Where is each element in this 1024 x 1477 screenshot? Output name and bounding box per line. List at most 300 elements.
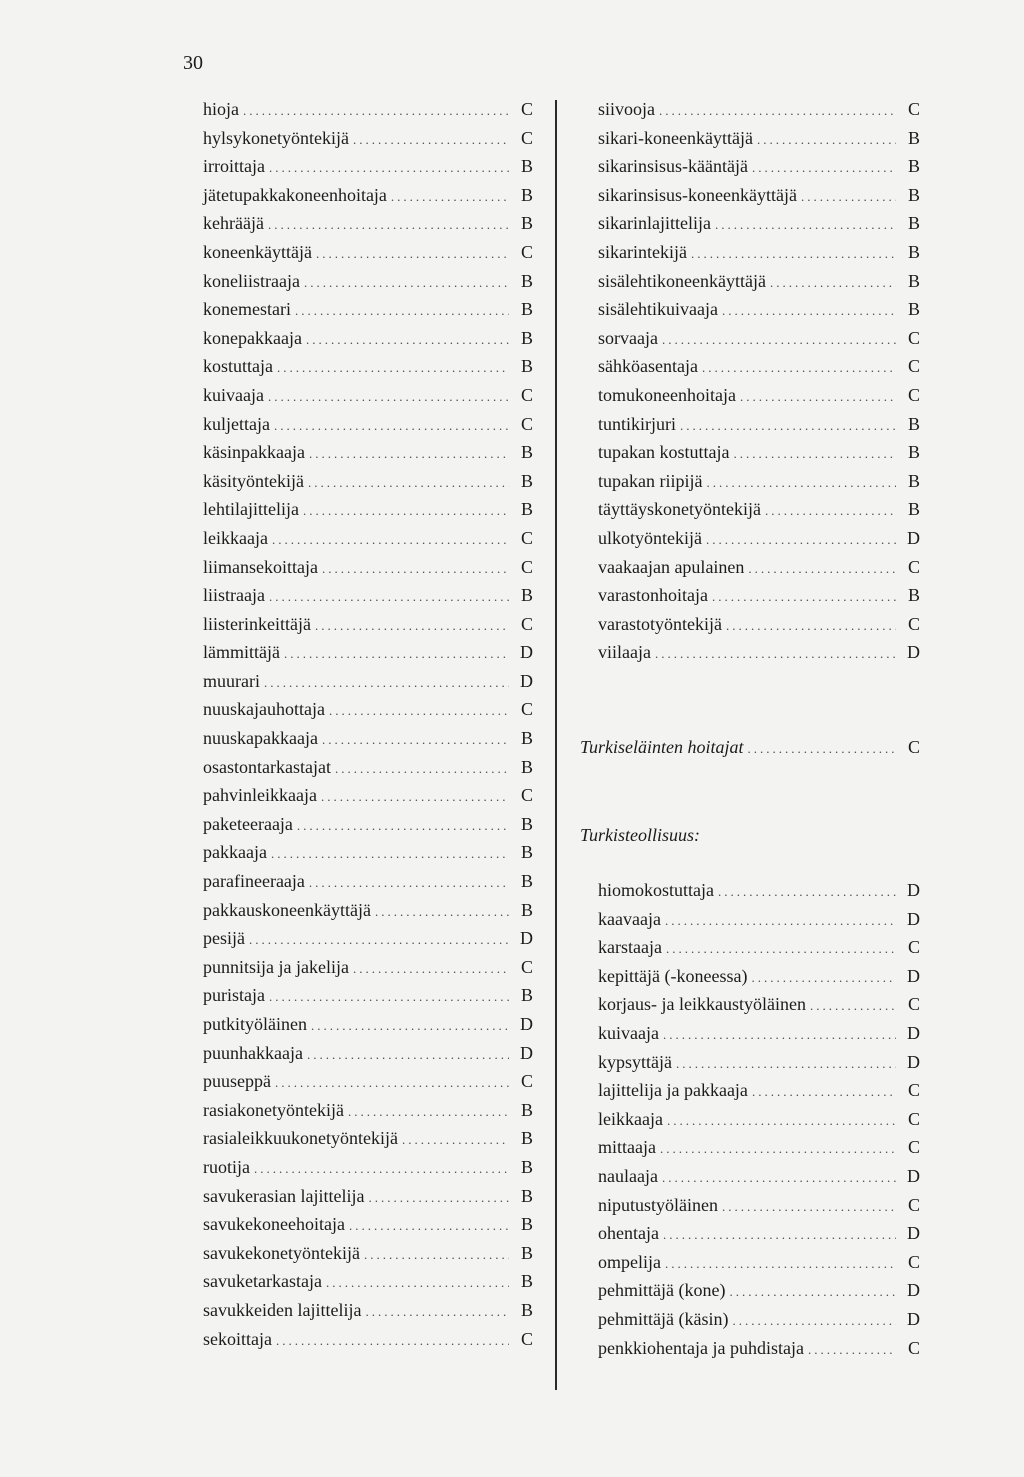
entry-code: B	[520, 756, 533, 777]
entry-code: D	[907, 1223, 920, 1244]
entry-name: kostuttaja	[203, 356, 273, 377]
entry-name: kuivaaja	[598, 1023, 659, 1044]
entry-code: C	[907, 1194, 920, 1215]
leader-dots	[702, 354, 896, 383]
list-item	[580, 1276, 920, 1305]
entry-name: täyttäyskonetyöntekijä	[598, 499, 761, 520]
list-item	[203, 867, 533, 896]
entry-name: ohentaja	[598, 1223, 659, 1244]
entry-code: D	[907, 1308, 920, 1329]
list-item	[203, 667, 533, 696]
entry-name: sikari-koneenkäyttäjä	[598, 127, 753, 148]
right-column-top-list	[580, 95, 920, 667]
entry-name: savuketarkastaja	[203, 1271, 322, 1292]
list-item	[580, 324, 920, 353]
entry-name: sikarinsisus-kääntäjä	[598, 156, 748, 177]
entry-code: C	[907, 1108, 920, 1129]
entry-code: B	[907, 442, 920, 463]
leader-dots	[268, 383, 509, 412]
leader-dots	[269, 983, 509, 1012]
leader-dots	[269, 583, 509, 612]
leader-dots	[309, 869, 509, 898]
list-item	[203, 981, 533, 1010]
list-item	[580, 1076, 920, 1105]
entry-name: hylsykonetyöntekijä	[203, 127, 349, 148]
entry-code: D	[520, 1042, 533, 1063]
list-item	[580, 410, 920, 439]
leader-dots	[303, 497, 509, 526]
entry-code: B	[520, 356, 533, 377]
list-item	[203, 352, 533, 381]
entry-code: B	[907, 270, 920, 291]
leader-dots	[353, 955, 509, 984]
list-item	[580, 1191, 920, 1220]
entry-code: B	[520, 1128, 533, 1149]
entry-name: varastonhoitaja	[598, 585, 708, 606]
leader-dots	[660, 1135, 896, 1164]
entry-name: konemestari	[203, 299, 291, 320]
entry-name: viilaaja	[598, 642, 651, 663]
left-column	[203, 95, 533, 1353]
entry-name: konepakkaaja	[203, 327, 302, 348]
list-item	[580, 267, 920, 296]
entry-code: D	[907, 527, 920, 548]
entry-name: liisterinkeittäjä	[203, 613, 311, 634]
leader-dots	[271, 840, 509, 869]
entry-code: C	[520, 413, 533, 434]
list-item	[580, 905, 920, 934]
entry-code: C	[520, 99, 533, 119]
entry-code: D	[907, 1051, 920, 1072]
entry-code: C	[907, 384, 920, 405]
leader-dots	[718, 878, 896, 907]
leader-dots	[304, 269, 509, 298]
entry-code: B	[520, 299, 533, 320]
entry-code: C	[907, 1251, 920, 1272]
entry-name: savukekonetyöntekijä	[203, 1242, 360, 1263]
leader-dots	[748, 555, 896, 584]
entry-name: kepittäjä (-koneessa)	[598, 965, 748, 986]
entry-name: sähköasentaja	[598, 356, 698, 377]
entry-code: B	[907, 585, 920, 606]
leader-dots	[275, 1069, 509, 1098]
leader-dots	[732, 1307, 896, 1336]
entry-code: C	[907, 356, 920, 377]
leader-dots	[712, 583, 896, 612]
entry-name: leikkaaja	[203, 527, 268, 548]
leader-dots	[663, 1221, 896, 1250]
entry-name: puunhakkaaja	[203, 1042, 303, 1063]
list-item	[203, 1067, 533, 1096]
entry-name: hiomokostuttaja	[598, 880, 714, 901]
leader-dots	[295, 297, 509, 326]
leader-dots	[402, 1126, 509, 1155]
leader-dots	[243, 97, 509, 126]
leader-dots	[322, 726, 509, 755]
entry-name: penkkiohentaja ja puhdistaja	[598, 1337, 804, 1358]
entry-code: C	[907, 736, 920, 757]
entry-code: B	[520, 1099, 533, 1120]
entry-name: nuuskajauhottaja	[203, 699, 325, 720]
entry-code: D	[907, 965, 920, 986]
right-column	[580, 95, 920, 1362]
entry-code: C	[520, 384, 533, 405]
leader-dots	[662, 326, 896, 355]
entry-code: B	[520, 842, 533, 863]
list-item	[203, 467, 533, 496]
list-item	[580, 467, 920, 496]
list-item	[580, 610, 920, 639]
list-item	[580, 1334, 920, 1363]
leader-dots	[751, 964, 896, 993]
list-item	[203, 610, 533, 639]
leader-dots	[254, 1155, 509, 1184]
leader-dots	[306, 326, 509, 355]
leader-dots	[665, 907, 896, 936]
leader-dots	[335, 755, 509, 784]
list-item	[203, 381, 533, 410]
list-item	[580, 1162, 920, 1191]
leader-dots	[309, 440, 509, 469]
leader-dots	[663, 1021, 896, 1050]
list-item	[580, 1305, 920, 1334]
leader-dots	[349, 1212, 509, 1241]
list-item	[203, 410, 533, 439]
entry-code: B	[520, 813, 533, 834]
list-item	[203, 1296, 533, 1325]
entry-code: B	[907, 413, 920, 434]
list-item	[203, 181, 533, 210]
entry-code: C	[907, 327, 920, 348]
leader-dots	[752, 1078, 896, 1107]
entry-code: B	[520, 1299, 533, 1320]
entry-name: koneenkäyttäjä	[203, 241, 312, 262]
list-item	[580, 181, 920, 210]
list-item	[203, 1153, 533, 1182]
leader-dots	[276, 1327, 509, 1356]
entry-code: B	[520, 1214, 533, 1235]
entry-name: käsinpakkaaja	[203, 442, 305, 463]
entry-code: C	[520, 1328, 533, 1349]
list-item	[203, 1210, 533, 1239]
entry-code: C	[907, 1137, 920, 1158]
leader-dots	[368, 1184, 509, 1213]
entry-name: pakkauskoneenkäyttäjä	[203, 899, 371, 920]
entry-code: B	[520, 327, 533, 348]
entry-code: B	[520, 442, 533, 463]
entry-code: C	[907, 556, 920, 577]
list-item	[203, 953, 533, 982]
leader-dots	[667, 1107, 896, 1136]
entry-name: rasiakonetyöntekijä	[203, 1099, 344, 1120]
leader-dots	[765, 497, 896, 526]
leader-dots	[752, 154, 896, 183]
leader-dots	[706, 526, 896, 555]
leader-dots	[249, 926, 509, 955]
entry-code: B	[907, 213, 920, 234]
list-item	[203, 295, 533, 324]
leader-dots	[375, 898, 509, 927]
entry-code: C	[907, 1337, 920, 1358]
leader-dots	[680, 412, 896, 441]
list-item	[580, 1133, 920, 1162]
leader-dots	[726, 612, 896, 641]
list-item	[203, 438, 533, 467]
entry-code: D	[520, 670, 533, 691]
leader-dots	[321, 783, 509, 812]
entry-code: C	[907, 937, 920, 958]
entry-code: B	[520, 270, 533, 291]
leader-dots	[740, 383, 896, 412]
entry-name: puristaja	[203, 985, 265, 1006]
leader-dots	[706, 469, 896, 498]
list-item	[203, 1010, 533, 1039]
entry-name: sorvaaja	[598, 327, 658, 348]
entry-name: sikarinlajittelija	[598, 213, 711, 234]
entry-name: putkityöläinen	[203, 1014, 307, 1034]
list-item	[580, 152, 920, 181]
leader-dots	[277, 354, 509, 383]
entry-name: pahvinleikkaaja	[203, 785, 317, 806]
entry-code: B	[907, 184, 920, 205]
entry-code: B	[520, 728, 533, 749]
entry-name: lämmittäjä	[203, 642, 280, 663]
entry-name: tupakan kostuttaja	[598, 442, 730, 463]
list-item	[203, 152, 533, 181]
list-item	[203, 1239, 533, 1268]
list-item	[580, 209, 920, 238]
list-item	[203, 95, 533, 124]
entry-code: C	[520, 956, 533, 977]
list-item	[203, 695, 533, 724]
entry-code: B	[520, 1156, 533, 1177]
leader-dots	[733, 440, 896, 469]
entry-name: mittaaja	[598, 1137, 656, 1158]
entry-name: liistraaja	[203, 585, 265, 606]
entry-name: kehrääjä	[203, 213, 264, 234]
leader-dots	[659, 97, 896, 126]
entry-code: B	[907, 156, 920, 177]
entry-name: paketeeraaja	[203, 813, 293, 834]
entry-code: D	[520, 928, 533, 949]
entry-name: käsityöntekijä	[203, 470, 304, 491]
list-item	[580, 876, 920, 905]
list-item	[203, 324, 533, 353]
entry-name: ompelija	[598, 1251, 661, 1272]
list-item	[580, 933, 920, 962]
entry-code: C	[520, 556, 533, 577]
column-divider	[555, 100, 557, 1390]
list-item	[580, 990, 920, 1019]
list-item	[203, 524, 533, 553]
entry-name: savukerasian lajittelija	[203, 1185, 365, 1206]
entry-name: pehmittäjä (kone)	[598, 1280, 726, 1301]
entry-name: muurari	[203, 670, 260, 691]
list-item	[580, 295, 920, 324]
entry-code: B	[520, 156, 533, 177]
list-item	[203, 781, 533, 810]
entry-name: sisälehtikoneenkäyttäjä	[598, 270, 766, 291]
list-item	[580, 553, 920, 582]
leader-dots	[268, 211, 509, 240]
entry-code: B	[907, 241, 920, 262]
list-item	[580, 352, 920, 381]
entry-code: B	[520, 585, 533, 606]
entry-name: parafineeraaja	[203, 871, 305, 892]
turkisteollisuus-list	[580, 876, 920, 1362]
list-item	[580, 95, 920, 124]
list-item	[203, 753, 533, 782]
list-item	[203, 495, 533, 524]
list-item	[580, 1048, 920, 1077]
list-item	[580, 1248, 920, 1277]
leader-dots	[274, 412, 509, 441]
entry-name: sikarinsisus-koneenkäyttäjä	[598, 184, 797, 205]
list-item	[580, 638, 920, 667]
list-item	[580, 962, 920, 991]
entry-name: lajittelija ja pakkaaja	[598, 1080, 748, 1101]
list-item	[203, 267, 533, 296]
list-item	[580, 438, 920, 467]
leader-dots	[264, 669, 509, 698]
entry-code: D	[520, 642, 533, 663]
leader-dots	[666, 935, 896, 964]
list-item	[580, 581, 920, 610]
list-item	[203, 924, 533, 953]
entry-name: tupakan riipijä	[598, 470, 703, 491]
entry-code: C	[907, 613, 920, 634]
leader-dots	[662, 1164, 896, 1193]
list-item	[203, 1182, 533, 1211]
entry-name: ruotija	[203, 1156, 250, 1177]
entry-code: B	[520, 871, 533, 892]
list-item	[203, 553, 533, 582]
list-item	[203, 238, 533, 267]
entry-name: hioja	[203, 99, 239, 119]
list-item	[203, 638, 533, 667]
leader-dots	[364, 1241, 509, 1270]
entry-name: tomukoneenhoitaja	[598, 384, 736, 405]
leader-dots	[391, 183, 509, 212]
entry-name: naulaaja	[598, 1166, 658, 1186]
leader-dots	[297, 812, 509, 841]
list-item	[203, 810, 533, 839]
list-item	[580, 238, 920, 267]
leader-dots	[810, 992, 896, 1021]
page-number: 30	[183, 52, 203, 74]
leader-dots	[365, 1298, 509, 1327]
entry-name: sikarintekijä	[598, 241, 687, 262]
entry-code: B	[520, 499, 533, 520]
entry-name: kaavaaja	[598, 908, 661, 929]
leader-dots	[311, 1012, 509, 1041]
entry-name: karstaaja	[598, 937, 662, 958]
leader-dots	[655, 640, 896, 669]
leader-dots	[691, 240, 896, 269]
list-item	[580, 1019, 920, 1048]
list-item	[203, 896, 533, 925]
entry-code: B	[907, 127, 920, 148]
entry-code: B	[520, 1185, 533, 1206]
entry-name: siivooja	[598, 99, 655, 119]
entry-name: savukkeiden lajittelija	[203, 1299, 362, 1320]
entry-name: irroittaja	[203, 156, 265, 177]
leader-dots	[322, 555, 509, 584]
entry-name: vaakaajan apulainen	[598, 556, 745, 577]
entry-code: D	[907, 642, 920, 663]
leader-dots	[801, 183, 896, 212]
entry-code: B	[520, 470, 533, 491]
leader-dots	[326, 1269, 509, 1298]
list-item	[203, 1267, 533, 1296]
entry-code: C	[907, 1080, 920, 1101]
entry-name: pehmittäjä (käsin)	[598, 1308, 729, 1329]
entry-name: kypsyttäjä	[598, 1051, 672, 1072]
leader-dots	[729, 1278, 896, 1307]
leader-dots	[284, 640, 509, 669]
entry-code: B	[520, 985, 533, 1006]
entry-code: B	[907, 299, 920, 320]
leader-dots	[722, 1193, 896, 1222]
entry-code: C	[907, 994, 920, 1015]
entry-code: C	[520, 127, 533, 148]
entry-name: rasialeikkuukonetyöntekijä	[203, 1128, 398, 1149]
entry-name: sekoittaja	[203, 1328, 272, 1349]
entry-name: kuivaaja	[203, 384, 264, 405]
entry-name: pakkaaja	[203, 842, 267, 863]
entry-code: D	[907, 1280, 920, 1301]
entry-code: C	[520, 785, 533, 806]
leader-dots	[329, 697, 509, 726]
entry-code: D	[907, 1166, 920, 1186]
leader-dots	[665, 1250, 896, 1279]
list-item	[203, 1096, 533, 1125]
entry-name: punnitsija ja jakelija	[203, 956, 349, 977]
entry-name: pesijä	[203, 928, 245, 949]
entry-code: B	[520, 213, 533, 234]
entry-code: D	[520, 1014, 533, 1034]
list-item	[580, 124, 920, 153]
entry-code: C	[520, 699, 533, 720]
entry-name: savukekoneehoitaja	[203, 1214, 345, 1235]
entry-code: C	[907, 99, 920, 119]
turkiselainten-entry	[580, 733, 920, 762]
list-item	[203, 124, 533, 153]
entry-code: D	[907, 1023, 920, 1044]
entry-name: niputustyöläinen	[598, 1194, 718, 1215]
entry-code: C	[520, 613, 533, 634]
list-item	[203, 838, 533, 867]
entry-name: sisälehtikuivaaja	[598, 299, 718, 320]
leader-dots	[353, 126, 509, 155]
list-item	[203, 581, 533, 610]
entry-code: C	[520, 527, 533, 548]
entry-code: C	[520, 241, 533, 262]
entry-name: lehtilajittelija	[203, 499, 299, 520]
list-item	[203, 209, 533, 238]
entry-name: nuuskapakkaaja	[203, 728, 318, 749]
list-item	[580, 1105, 920, 1134]
leader-dots	[348, 1098, 509, 1127]
entry-name: puuseppä	[203, 1071, 271, 1092]
leader-dots	[307, 1041, 509, 1070]
entry-code: B	[520, 1242, 533, 1263]
list-item	[580, 495, 920, 524]
entry-name: varastotyöntekijä	[598, 613, 722, 634]
leader-dots	[269, 154, 509, 183]
turkisteollisuus-heading: Turkisteollisuus:	[580, 825, 701, 846]
entry-name: koneliistraaja	[203, 270, 300, 291]
